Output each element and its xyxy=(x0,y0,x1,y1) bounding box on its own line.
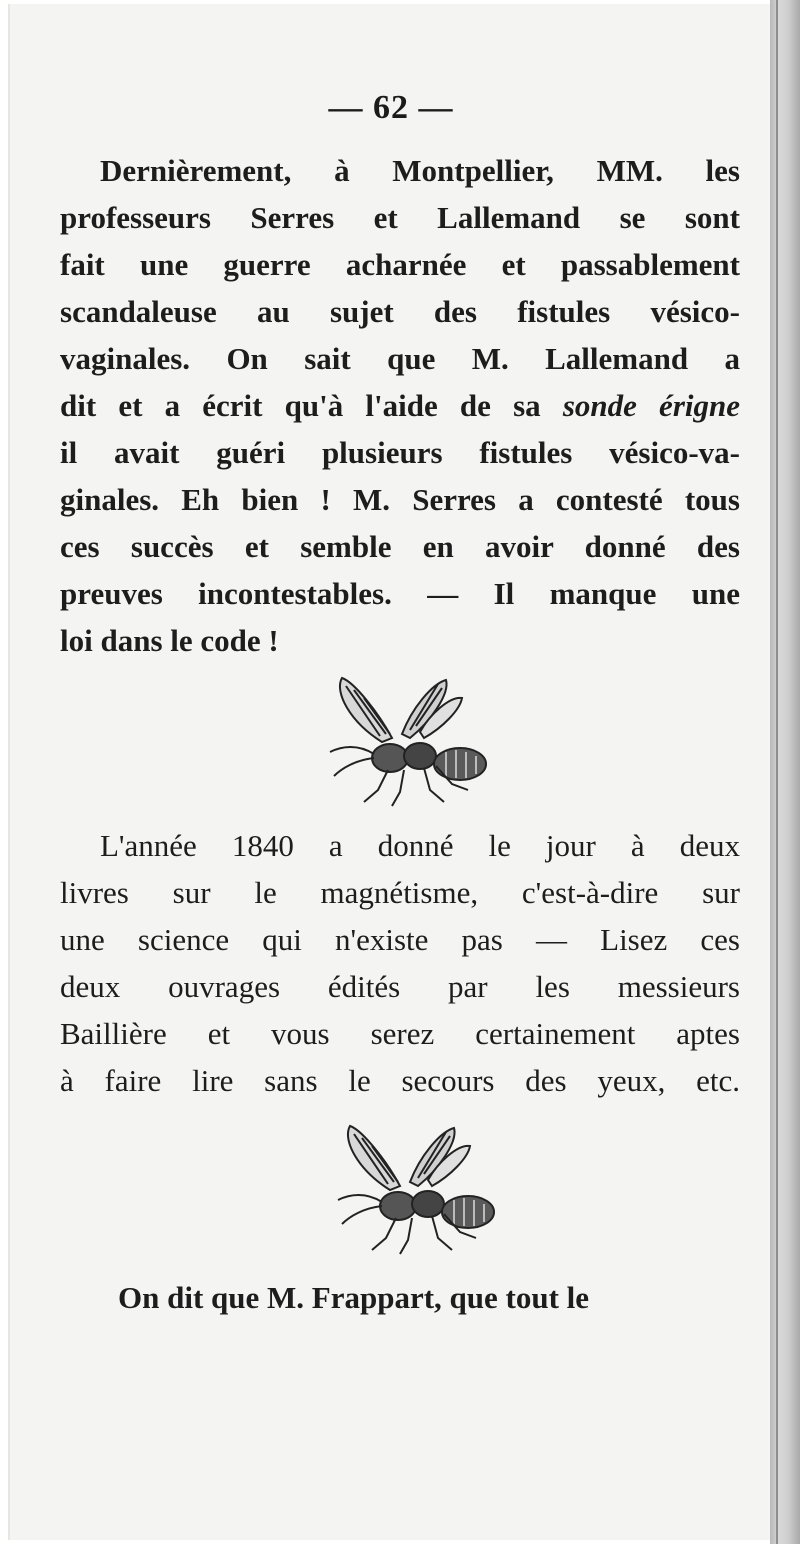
paragraph-line: livres sur le magnétisme, c'est-à-dire sur xyxy=(60,875,740,910)
paragraph-line: deux ouvrages édités par les messieurs xyxy=(60,969,740,1004)
book-page xyxy=(8,4,772,1540)
paragraph-line: L'année 1840 a donné le jour à deux xyxy=(100,828,740,863)
paragraph-line: ces succès et semble en avoir donné des xyxy=(60,529,740,564)
bee-icon xyxy=(328,1120,498,1260)
paragraph-3 xyxy=(118,1274,743,1321)
paragraph-line: preuves incontestables. — Il manque une xyxy=(60,576,740,611)
page-number: — 62 — xyxy=(328,89,454,126)
paragraph-line: ginales. Eh bien ! M. Serres a contesté tous xyxy=(60,482,740,517)
paragraph-line: On dit que M. Frappart, que tout le xyxy=(118,1280,590,1315)
bee-icon xyxy=(320,672,490,812)
paragraph-2 xyxy=(60,822,740,1104)
paragraph-line-text: dit et a écrit qu'à l'aide de sa xyxy=(60,388,563,423)
book-spine-edge xyxy=(770,0,800,1544)
paragraph-line: loi dans le code ! xyxy=(60,623,279,658)
paragraph-line: vaginales. On sait que M. Lallemand a xyxy=(60,341,740,376)
paragraph-line xyxy=(60,382,740,429)
paragraph-line: professeurs Serres et Lallemand se sont xyxy=(60,200,740,235)
paragraph-line: à faire lire sans le secours des yeux, etc. xyxy=(60,1063,740,1098)
paragraph-1 xyxy=(60,147,740,664)
italic-term: sonde érigne xyxy=(562,388,740,423)
paragraph-line: Dernièrement, à Montpellier, MM. les xyxy=(100,153,740,188)
paragraph-line: fait une guerre acharnée et passablement xyxy=(60,247,740,282)
paragraph-line: une science qui n'existe pas — Lisez ces xyxy=(60,922,740,957)
paragraph-line: il avait guéri plusieurs fistules vésico-va- xyxy=(60,435,740,470)
edge-stripe xyxy=(776,0,778,1544)
paragraph-line: Baillière et vous serez certainement aptes xyxy=(60,1016,740,1051)
paragraph-line: scandaleuse au sujet des fistules vésico- xyxy=(60,294,740,329)
